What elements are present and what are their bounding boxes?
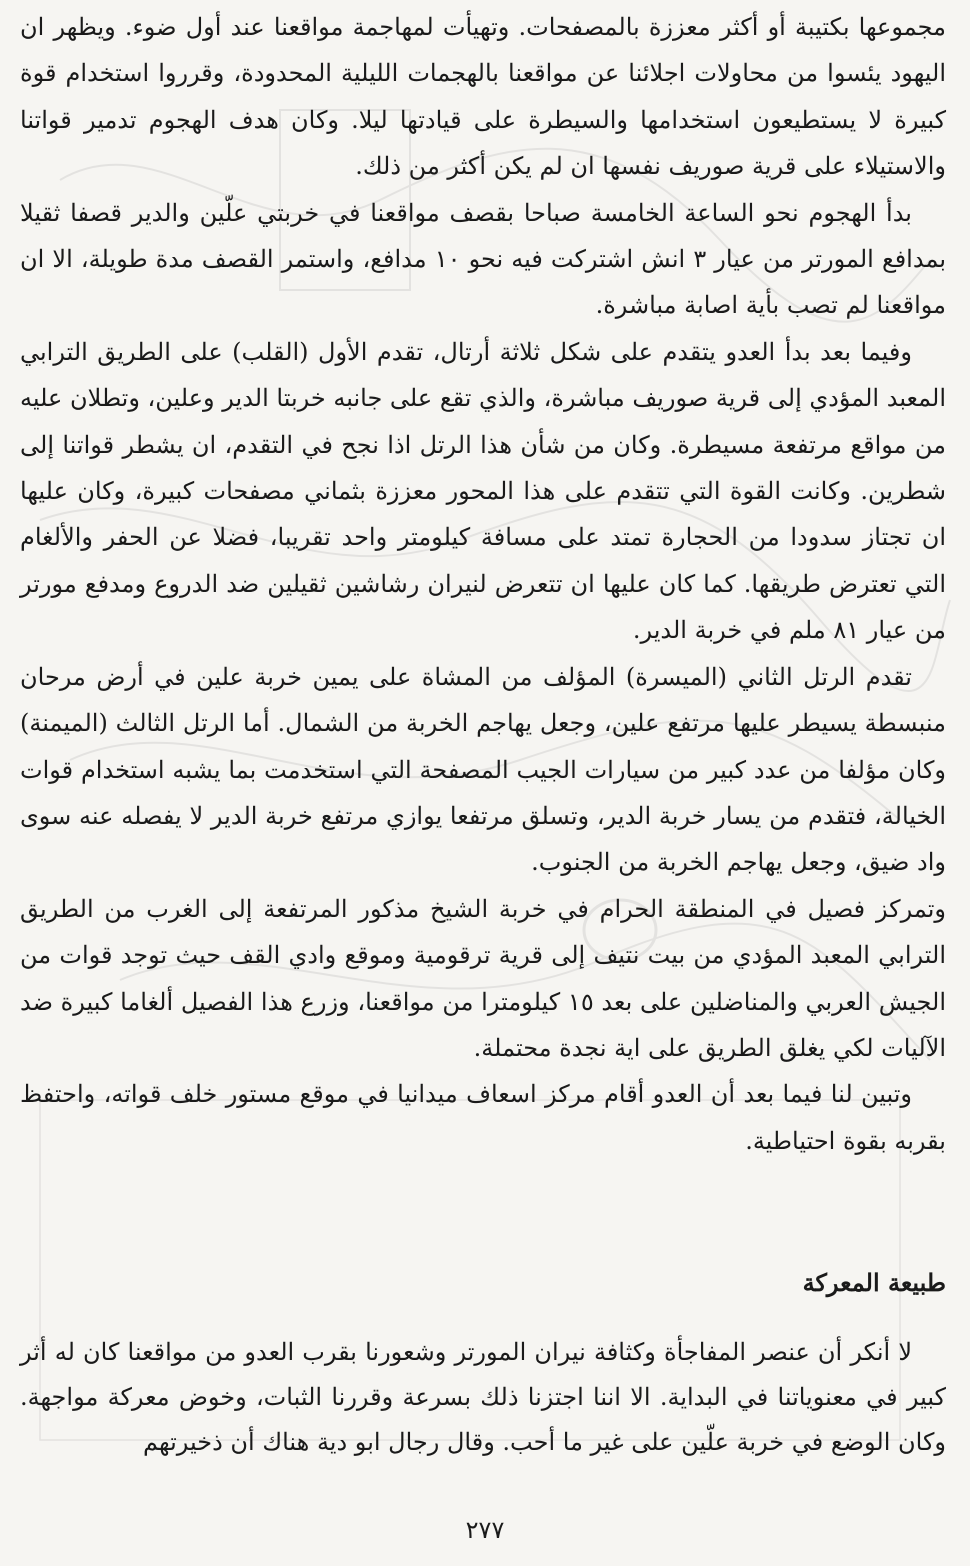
paragraph-1: مجموعها بكتيبة أو أكثر معززة بالمصفحات. وتهيأت لمهاجمة مواقعنا عند أول ضوء. ويظهر ان اليهود يئسوا من محاولات اجلائنا عن مواقعنا بالهجمات الليلية المحدودة، وقرروا استخدام قوة كبيرة لا يستطيعون استخدامها والسيطرة على قيادتها ليلا. وكان هدف الهجوم تدمير قواتنا والاستيلاء على قرية صوريف نفسها ان لم يكن أكثر من ذلك. (20, 13, 946, 181)
paragraph-5: وتمركز فصيل في المنطقة الحرام في خربة الشيخ مذكور المرتفعة إلى الغرب من الطريق الترابي المعبد المؤدي من بيت نتيف إلى قرية ترقومية وموقع وادي القف حيث توجد قوات من الجيش العربي والمناضلين على بعد ١٥ كيلومترا من مواقعنا، وزرع هذا الفصيل ألغاما كبيرة ضد الآليات لكي يغلق الطريق على اية نجدة محتملة. (20, 894, 947, 1062)
section-text-block (20, 1330, 946, 1465)
main-text-block (20, 4, 946, 1164)
page-number: ٢٧٧ (465, 1516, 505, 1544)
section-paragraph: لا أنكر أن عنصر المفاجأة وكثافة نيران المورتر وشعورنا بقرب العدو من مواقعنا كان له أثر كبير في معنوياتنا في البداية. الا اننا اجتزنا ذلك بسرعة وقررنا الثبات، وخوض معركة مواجهة. وكان الوضع في خربة علّين على غير ما أحب. وقال رجال ابو دية هناك أن ذخيرتهم (20, 1338, 946, 1456)
paragraph-2: بدأ الهجوم نحو الساعة الخامسة صباحا بقصف مواقعنا في خربتي علّين والدير قصفا ثقيلا بمدافع المورتر من عيار ٣ انش اشتركت فيه نحو ١٠ مدافع، واستمر القصف مدة طويلة، الا ان مواقعنا لم تصب بأية اصابة مباشرة. (20, 198, 947, 320)
paragraph-4: تقدم الرتل الثاني (الميسرة) المؤلف من المشاة على يمين خربة علين في أرض مرحان منبسطة يسيطر عليها مرتفع علين، وجعل يهاجم الخربة من الشمال. أما الرتل الثالث (الميمنة) وكان مؤلفا من عدد كبير من سيارات الجيب المصفحة التي استخدمت بما يشبه استخدام قوات الخيالة، فتقدم من يسار خربة الدير، وتسلق مرتفعا يوازي مرتفع خربة الدير لا يفصله عنه سوى واد ضيق، وجعل يهاجم الخربة من الجنوب. (20, 662, 946, 877)
paragraph-6: وتبين لنا فيما بعد أن العدو أقام مركز اسعاف ميدانيا في موقع مستور خلف قواته، واحتفظ بقربه بقوة احتياطية. (20, 1080, 946, 1155)
section-heading: طبيعة المعركة (802, 1268, 946, 1297)
paragraph-3: وفيما بعد بدأ العدو يتقدم على شكل ثلاثة أرتال، تقدم الأول (القلب) على الطريق الترابي المعبد المؤدي إلى قرية صوريف مباشرة، والذي تقع على جانبه خربتا الدير وعلين، وتطلان عليه من مواقع مرتفعة مسيطرة. وكان من شأن هذا الرتل اذا نجح في التقدم، ان يشطر قواتنا إلى شطرين. وكانت القوة التي تتقدم على هذا المحور معززة بثماني مصفحات كبيرة، وكان عليها ان تجتاز سدودا من الحجارة تمتد على مسافة كيلومتر واحد تقريبا، فضلا عن الحفر والألغام التي تعترض طريقها. كما كان عليها ان تتعرض لنيران رشاشين ثقيلين ضد الدروع ومدفع مورتر من عيار ٨١ ملم في خربة الدير. (20, 337, 947, 645)
